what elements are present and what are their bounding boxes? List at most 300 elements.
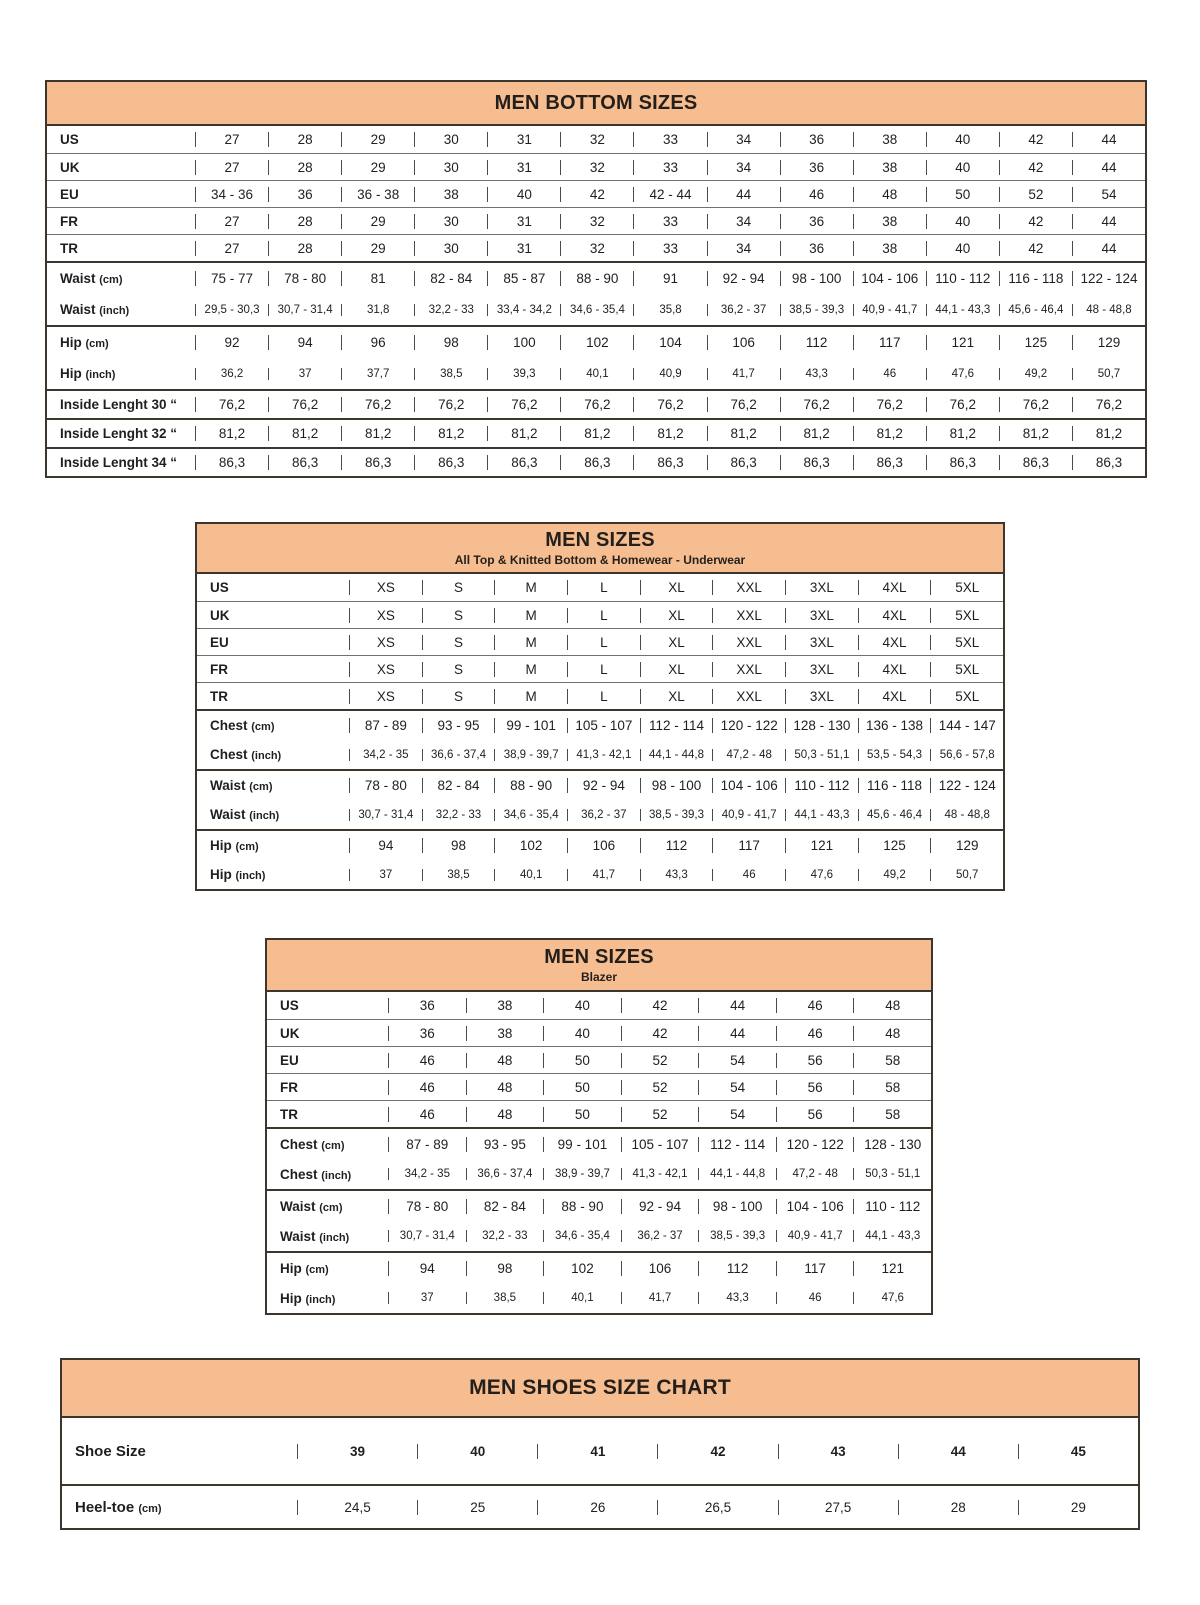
men-shoes-size-table bbox=[60, 1358, 1140, 1530]
size-cell: 91 bbox=[633, 271, 706, 286]
size-cell: 75 - 77 bbox=[195, 271, 268, 286]
size-cell: 58 bbox=[853, 1107, 931, 1122]
size-cell: 116 - 118 bbox=[999, 271, 1072, 286]
size-cell: 39 bbox=[297, 1444, 417, 1459]
row-label: Chest (cm) bbox=[210, 718, 275, 733]
table-row bbox=[197, 860, 1003, 889]
size-cell: 42 bbox=[560, 187, 633, 202]
size-cell: 53,5 - 54,3 bbox=[858, 749, 931, 761]
size-cell: 81,2 bbox=[268, 426, 341, 441]
size-cell: 30 bbox=[414, 132, 487, 147]
size-cell: 121 bbox=[853, 1261, 931, 1276]
size-cell: 122 - 124 bbox=[1072, 271, 1145, 286]
size-cell: 42 bbox=[999, 160, 1072, 175]
size-cell: 76,2 bbox=[341, 397, 414, 412]
size-cell: 136 - 138 bbox=[858, 718, 931, 733]
size-cell: 42 bbox=[657, 1444, 777, 1459]
row-label: Inside Lenght 32 “ bbox=[60, 426, 178, 441]
size-cell: 27 bbox=[195, 132, 268, 147]
size-cell: 38,5 - 39,3 bbox=[698, 1230, 776, 1242]
size-cell: 36 bbox=[268, 187, 341, 202]
size-cell: 36 - 38 bbox=[341, 187, 414, 202]
size-cell: 99 - 101 bbox=[543, 1137, 621, 1152]
size-cell: 40 bbox=[417, 1444, 537, 1459]
size-cell: L bbox=[567, 689, 640, 704]
size-cell: 43,3 bbox=[640, 869, 713, 881]
row-label: UK bbox=[280, 1025, 300, 1041]
table-block bbox=[62, 1418, 1138, 1484]
size-cell: 104 - 106 bbox=[776, 1199, 854, 1214]
size-cell: 40,9 - 41,7 bbox=[776, 1230, 854, 1242]
men-sizes-top-table bbox=[195, 522, 1005, 891]
table-row bbox=[267, 1221, 931, 1251]
size-cell: 81,2 bbox=[341, 426, 414, 441]
size-cell: 88 - 90 bbox=[494, 778, 567, 793]
size-cell: 112 - 114 bbox=[640, 718, 713, 733]
size-cell: 56 bbox=[776, 1080, 854, 1095]
table-title: MEN BOTTOM SIZES bbox=[494, 91, 698, 114]
row-label: Chest (cm) bbox=[280, 1136, 345, 1152]
size-cell: 86,3 bbox=[853, 455, 926, 470]
size-cell: 31 bbox=[487, 214, 560, 229]
size-cell: S bbox=[422, 662, 495, 677]
size-cell: 38,5 bbox=[466, 1292, 544, 1304]
size-cell: 110 - 112 bbox=[785, 778, 858, 793]
row-label: Inside Lenght 34 “ bbox=[60, 455, 178, 470]
row-label: Waist (cm) bbox=[60, 271, 123, 286]
row-label: US bbox=[280, 998, 299, 1013]
size-cell: 46 bbox=[776, 1292, 854, 1304]
size-cell: 36 bbox=[388, 1026, 466, 1041]
size-cell: 112 bbox=[780, 335, 853, 350]
size-cell: 33 bbox=[633, 132, 706, 147]
size-cell: 81,2 bbox=[926, 426, 999, 441]
size-cell: 105 - 107 bbox=[621, 1137, 699, 1152]
size-cell: 38,5 - 39,3 bbox=[640, 809, 713, 821]
size-cell: 4XL bbox=[858, 580, 931, 595]
size-cell: 76,2 bbox=[195, 397, 268, 412]
size-cell: 44 bbox=[898, 1444, 1018, 1459]
size-cell: 45,6 - 46,4 bbox=[999, 304, 1072, 316]
size-cell: 42 - 44 bbox=[633, 187, 706, 202]
row-label: EU bbox=[210, 634, 229, 650]
size-cell: 29 bbox=[341, 160, 414, 175]
size-cell: 82 - 84 bbox=[414, 271, 487, 286]
table-row bbox=[47, 153, 1145, 180]
size-cell: 42 bbox=[999, 132, 1072, 147]
row-label-unit: (inch) bbox=[235, 870, 266, 882]
size-cell: M bbox=[494, 635, 567, 650]
size-cell: 86,3 bbox=[414, 455, 487, 470]
size-cell: 50,7 bbox=[1072, 368, 1145, 380]
row-label-unit: (inch) bbox=[249, 810, 280, 822]
size-cell: XL bbox=[640, 662, 713, 677]
size-cell: 36,2 bbox=[195, 368, 268, 380]
size-cell: 3XL bbox=[785, 662, 858, 677]
table-row bbox=[47, 126, 1145, 153]
size-cell: 76,2 bbox=[707, 397, 780, 412]
size-cell: 93 - 95 bbox=[466, 1137, 544, 1152]
size-cell: 47,2 - 48 bbox=[712, 749, 785, 761]
size-cell: 44 bbox=[1072, 160, 1145, 175]
size-cell: 34,6 - 35,4 bbox=[494, 809, 567, 821]
size-cell: 52 bbox=[621, 1080, 699, 1095]
table-row bbox=[267, 1046, 931, 1073]
size-cell: S bbox=[422, 635, 495, 650]
table-block bbox=[47, 325, 1145, 389]
size-cell: 43,3 bbox=[698, 1292, 776, 1304]
size-cell: 76,2 bbox=[780, 397, 853, 412]
size-cell: 32 bbox=[560, 160, 633, 175]
size-cell: 144 - 147 bbox=[930, 718, 1003, 733]
table-row bbox=[47, 449, 1145, 476]
table-row bbox=[267, 1073, 931, 1100]
row-label: Hip (inch) bbox=[210, 867, 266, 882]
size-cell: 44 bbox=[707, 187, 780, 202]
size-cell: XXL bbox=[712, 635, 785, 650]
size-cell: 29,5 - 30,3 bbox=[195, 304, 268, 316]
table-row bbox=[267, 1019, 931, 1046]
size-cell: 3XL bbox=[785, 580, 858, 595]
size-cell: 76,2 bbox=[633, 397, 706, 412]
size-cell: 48 bbox=[466, 1080, 544, 1095]
size-cell: 110 - 112 bbox=[926, 271, 999, 286]
size-cell: 38 bbox=[853, 160, 926, 175]
size-cell: 38 bbox=[466, 998, 544, 1013]
size-cell: 81,2 bbox=[195, 426, 268, 441]
row-label-unit: (cm) bbox=[319, 1201, 343, 1214]
size-cell: 76,2 bbox=[853, 397, 926, 412]
table-row bbox=[47, 234, 1145, 261]
table-row bbox=[197, 574, 1003, 601]
size-cell: 106 bbox=[567, 838, 640, 853]
table-block bbox=[197, 769, 1003, 829]
size-cell: S bbox=[422, 608, 495, 623]
size-cell: 40 bbox=[926, 214, 999, 229]
size-cell: 76,2 bbox=[926, 397, 999, 412]
size-cell: 104 bbox=[633, 335, 706, 350]
table-row bbox=[267, 1100, 931, 1127]
table-header bbox=[267, 940, 931, 992]
size-cell: 37,7 bbox=[341, 368, 414, 380]
size-cell: 34,2 - 35 bbox=[388, 1168, 466, 1180]
size-cell: 38 bbox=[414, 187, 487, 202]
size-cell: 94 bbox=[349, 838, 422, 853]
table-row bbox=[47, 420, 1145, 447]
row-label: TR bbox=[280, 1106, 298, 1122]
table-row bbox=[197, 628, 1003, 655]
size-cell: 48 bbox=[853, 1026, 931, 1041]
table-block bbox=[47, 447, 1145, 476]
size-cell: 40 bbox=[926, 132, 999, 147]
size-cell: 102 bbox=[560, 335, 633, 350]
row-label-unit: (inch) bbox=[321, 1169, 352, 1182]
size-cell: XS bbox=[349, 580, 422, 595]
size-cell: XXL bbox=[712, 662, 785, 677]
size-cell: 46 bbox=[388, 1053, 466, 1068]
size-cell: 86,3 bbox=[560, 455, 633, 470]
size-cell: 48 bbox=[466, 1053, 544, 1068]
size-cell: 88 - 90 bbox=[560, 271, 633, 286]
size-cell: 5XL bbox=[930, 689, 1003, 704]
size-cell: 31,8 bbox=[341, 304, 414, 316]
size-cell: XL bbox=[640, 580, 713, 595]
size-cell: 50 bbox=[543, 1080, 621, 1095]
size-cell: 41,7 bbox=[707, 368, 780, 380]
size-cell: 4XL bbox=[858, 608, 931, 623]
size-cell: 117 bbox=[776, 1261, 854, 1276]
size-cell: XS bbox=[349, 608, 422, 623]
table-row bbox=[47, 327, 1145, 358]
size-cell: 41,7 bbox=[621, 1292, 699, 1304]
size-cell: 78 - 80 bbox=[388, 1199, 466, 1214]
size-cell: 81,2 bbox=[633, 426, 706, 441]
size-cell: 52 bbox=[621, 1107, 699, 1122]
size-cell: 38 bbox=[466, 1026, 544, 1041]
size-cell: 58 bbox=[853, 1080, 931, 1095]
size-cell: 99 - 101 bbox=[494, 718, 567, 733]
row-label: UK bbox=[60, 159, 80, 175]
size-cell: 81,2 bbox=[780, 426, 853, 441]
size-cell: 44 bbox=[1072, 132, 1145, 147]
size-cell: XL bbox=[640, 635, 713, 650]
size-cell: 54 bbox=[698, 1053, 776, 1068]
size-cell: XS bbox=[349, 662, 422, 677]
table-row bbox=[267, 992, 931, 1019]
size-cell: 50 bbox=[543, 1107, 621, 1122]
size-cell: 105 - 107 bbox=[567, 718, 640, 733]
size-cell: 27 bbox=[195, 160, 268, 175]
table-block bbox=[197, 709, 1003, 769]
size-cell: 86,3 bbox=[707, 455, 780, 470]
size-cell: 34 - 36 bbox=[195, 187, 268, 202]
table-row bbox=[267, 1253, 931, 1283]
table-row bbox=[197, 831, 1003, 860]
size-cell: 92 bbox=[195, 335, 268, 350]
size-cell: 36 bbox=[780, 241, 853, 256]
size-cell: 92 - 94 bbox=[567, 778, 640, 793]
size-cell: 49,2 bbox=[858, 869, 931, 881]
size-cell: 36,2 - 37 bbox=[621, 1230, 699, 1242]
row-label-unit: (inch) bbox=[85, 369, 116, 381]
row-label: Waist (inch) bbox=[280, 1228, 350, 1244]
size-cell: 50,7 bbox=[930, 869, 1003, 881]
size-cell: 117 bbox=[853, 335, 926, 350]
size-cell: 37 bbox=[388, 1292, 466, 1304]
size-cell: 30,7 - 31,4 bbox=[268, 304, 341, 316]
size-cell: 32 bbox=[560, 214, 633, 229]
row-label: FR bbox=[280, 1079, 298, 1095]
table-block bbox=[197, 574, 1003, 709]
size-cell: 33,4 - 34,2 bbox=[487, 304, 560, 316]
size-cell: 112 bbox=[640, 838, 713, 853]
size-cell: 32,2 - 33 bbox=[466, 1230, 544, 1242]
table-header bbox=[197, 524, 1003, 574]
size-cell: 76,2 bbox=[1072, 397, 1145, 412]
size-cell: 32,2 - 33 bbox=[422, 809, 495, 821]
table-block bbox=[267, 992, 931, 1127]
size-cell: 48 - 48,8 bbox=[930, 809, 1003, 821]
size-cell: 102 bbox=[494, 838, 567, 853]
size-cell: 40,9 - 41,7 bbox=[712, 809, 785, 821]
size-cell: 86,3 bbox=[195, 455, 268, 470]
size-cell: XS bbox=[349, 635, 422, 650]
row-label: Chest (inch) bbox=[280, 1166, 352, 1182]
row-label: Waist (inch) bbox=[60, 302, 130, 317]
table-title: MEN SIZES bbox=[544, 946, 654, 968]
row-label: Inside Lenght 30 “ bbox=[60, 397, 178, 412]
size-cell: 32,2 - 33 bbox=[414, 304, 487, 316]
size-cell: 104 - 106 bbox=[712, 778, 785, 793]
size-cell: S bbox=[422, 580, 495, 595]
size-cell: 36,2 - 37 bbox=[567, 809, 640, 821]
size-cell: 40 bbox=[487, 187, 560, 202]
size-cell: 76,2 bbox=[560, 397, 633, 412]
size-cell: 106 bbox=[621, 1261, 699, 1276]
size-cell: 120 - 122 bbox=[712, 718, 785, 733]
size-cell: 81,2 bbox=[1072, 426, 1145, 441]
table-row bbox=[267, 1129, 931, 1159]
size-cell: L bbox=[567, 635, 640, 650]
size-cell: 47,6 bbox=[926, 368, 999, 380]
size-cell: 36,2 - 37 bbox=[707, 304, 780, 316]
row-label: TR bbox=[60, 240, 78, 256]
size-cell: 54 bbox=[1072, 187, 1145, 202]
table-row bbox=[47, 263, 1145, 294]
size-cell: 44 bbox=[698, 998, 776, 1013]
row-label-unit: (inch) bbox=[99, 305, 130, 317]
size-cell: 117 bbox=[712, 838, 785, 853]
size-cell: L bbox=[567, 608, 640, 623]
size-cell: 3XL bbox=[785, 608, 858, 623]
size-cell: 92 - 94 bbox=[621, 1199, 699, 1214]
table-row bbox=[267, 1191, 931, 1221]
size-cell: 120 - 122 bbox=[776, 1137, 854, 1152]
size-cell: 33 bbox=[633, 241, 706, 256]
size-cell: 82 - 84 bbox=[466, 1199, 544, 1214]
size-cell: 86,3 bbox=[999, 455, 1072, 470]
table-row bbox=[197, 682, 1003, 709]
size-cell: 38 bbox=[853, 132, 926, 147]
size-cell: 81 bbox=[341, 271, 414, 286]
size-cell: 85 - 87 bbox=[487, 271, 560, 286]
size-cell: 121 bbox=[785, 838, 858, 853]
size-cell: 78 - 80 bbox=[349, 778, 422, 793]
table-title: MEN SHOES SIZE CHART bbox=[469, 1376, 731, 1399]
size-cell: 40 bbox=[543, 998, 621, 1013]
row-label-unit: (cm) bbox=[99, 274, 123, 286]
size-cell: 98 - 100 bbox=[780, 271, 853, 286]
size-cell: 5XL bbox=[930, 662, 1003, 677]
size-cell: 27,5 bbox=[778, 1500, 898, 1515]
size-cell: 76,2 bbox=[999, 397, 1072, 412]
size-cell: 46 bbox=[780, 187, 853, 202]
size-cell: 110 - 112 bbox=[853, 1199, 931, 1214]
size-cell: 48 bbox=[466, 1107, 544, 1122]
size-cell: 40,9 bbox=[633, 368, 706, 380]
size-cell: 38 bbox=[853, 241, 926, 256]
size-cell: XXL bbox=[712, 608, 785, 623]
men-bottom-sizes-table bbox=[45, 80, 1147, 478]
table-block bbox=[267, 1251, 931, 1313]
table-grid bbox=[197, 574, 1003, 889]
size-cell: 81,2 bbox=[414, 426, 487, 441]
table-block bbox=[47, 418, 1145, 447]
size-cell: 4XL bbox=[858, 635, 931, 650]
size-cell: 28 bbox=[268, 241, 341, 256]
size-cell: 5XL bbox=[930, 608, 1003, 623]
size-cell: 78 - 80 bbox=[268, 271, 341, 286]
size-cell: 47,6 bbox=[853, 1292, 931, 1304]
size-cell: 40 bbox=[926, 160, 999, 175]
row-label: Hip (cm) bbox=[210, 838, 259, 853]
size-cell: 40,9 - 41,7 bbox=[853, 304, 926, 316]
size-cell: 112 - 114 bbox=[698, 1137, 776, 1152]
size-cell: 41,7 bbox=[567, 869, 640, 881]
size-cell: 47,2 - 48 bbox=[776, 1168, 854, 1180]
size-cell: S bbox=[422, 689, 495, 704]
size-cell: 76,2 bbox=[414, 397, 487, 412]
size-cell: 3XL bbox=[785, 635, 858, 650]
size-cell: 45 bbox=[1018, 1444, 1138, 1459]
size-cell: 33 bbox=[633, 160, 706, 175]
size-cell: 32 bbox=[560, 241, 633, 256]
size-cell: 40 bbox=[543, 1026, 621, 1041]
size-cell: 5XL bbox=[930, 635, 1003, 650]
size-cell: 56 bbox=[776, 1053, 854, 1068]
size-cell: 86,3 bbox=[633, 455, 706, 470]
size-cell: 76,2 bbox=[487, 397, 560, 412]
table-row bbox=[47, 391, 1145, 418]
size-cell: 28 bbox=[268, 132, 341, 147]
size-cell: 86,3 bbox=[780, 455, 853, 470]
size-cell: 98 - 100 bbox=[698, 1199, 776, 1214]
size-cell: 46 bbox=[712, 869, 785, 881]
size-cell: 43,3 bbox=[780, 368, 853, 380]
table-subtitle: All Top & Knitted Bottom & Homewear - Underwear bbox=[454, 553, 746, 567]
size-cell: 129 bbox=[930, 838, 1003, 853]
size-cell: 49,2 bbox=[999, 368, 1072, 380]
size-cell: 56 bbox=[776, 1107, 854, 1122]
size-cell: 41,3 - 42,1 bbox=[621, 1168, 699, 1180]
size-cell: 42 bbox=[999, 214, 1072, 229]
size-cell: 24,5 bbox=[297, 1500, 417, 1515]
size-cell: 128 - 130 bbox=[785, 718, 858, 733]
table-block bbox=[47, 261, 1145, 325]
size-cell: 86,3 bbox=[341, 455, 414, 470]
size-cell: 42 bbox=[621, 1026, 699, 1041]
row-label-unit: (cm) bbox=[305, 1263, 329, 1276]
size-cell: 50 bbox=[543, 1053, 621, 1068]
size-cell: 42 bbox=[999, 241, 1072, 256]
size-cell: 46 bbox=[776, 998, 854, 1013]
size-cell: 36 bbox=[388, 998, 466, 1013]
size-cell: 36 bbox=[780, 214, 853, 229]
table-row bbox=[267, 1283, 931, 1313]
table-block bbox=[267, 1189, 931, 1251]
size-cell: 129 bbox=[1072, 335, 1145, 350]
table-row bbox=[197, 740, 1003, 769]
row-label: Hip (cm) bbox=[60, 335, 109, 350]
size-cell: 34 bbox=[707, 160, 780, 175]
size-cell: 3XL bbox=[785, 689, 858, 704]
table-block bbox=[62, 1484, 1138, 1528]
size-cell: 40,1 bbox=[560, 368, 633, 380]
size-cell: 81,2 bbox=[707, 426, 780, 441]
size-cell: XS bbox=[349, 689, 422, 704]
size-cell: 46 bbox=[776, 1026, 854, 1041]
table-row bbox=[47, 358, 1145, 389]
